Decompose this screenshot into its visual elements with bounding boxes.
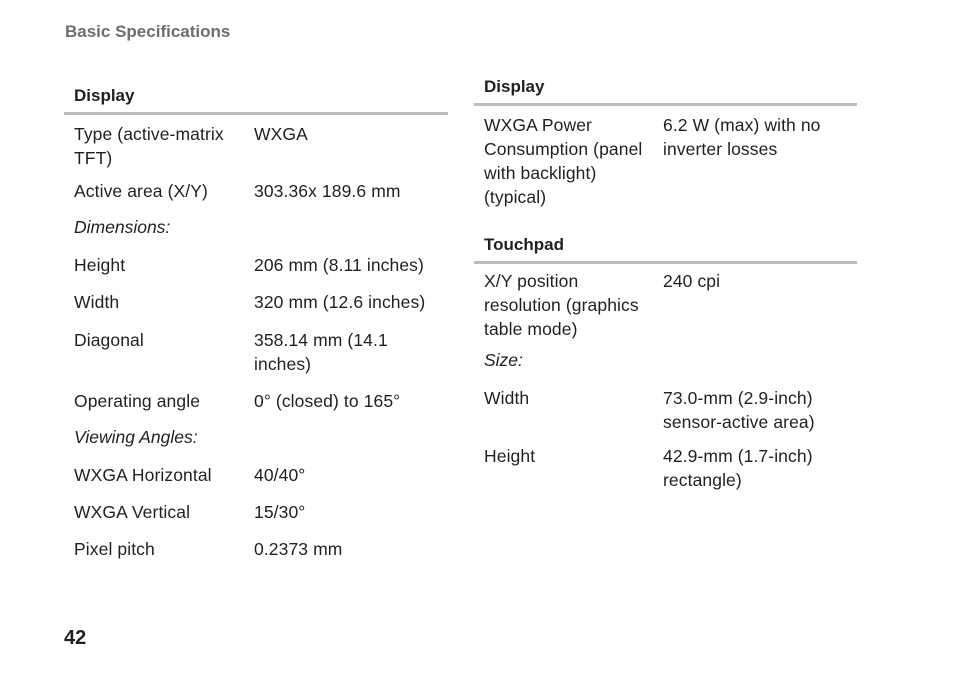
spec-row-operating-angle	[64, 389, 448, 413]
spec-label: Width	[484, 388, 530, 408]
spec-value: 320 mm (12.6 inches)	[254, 292, 426, 312]
running-head: Basic Specifications	[65, 22, 231, 41]
subheading-dimensions: Dimensions:	[74, 217, 171, 237]
spec-label: Height	[484, 446, 536, 466]
section-heading-display: Display	[474, 75, 857, 106]
spec-label: Height	[74, 255, 126, 275]
spec-row-xy-resolution	[474, 269, 857, 341]
spec-row-power-consumption	[474, 113, 857, 209]
display-touchpad-spec-table	[474, 75, 857, 492]
spec-row-wxga-horizontal	[64, 463, 448, 487]
spec-label: Type (active-matrix TFT)	[74, 124, 224, 168]
spec-label: WXGA Horizontal	[74, 465, 212, 485]
spec-row-height	[474, 444, 857, 492]
spec-row-width	[474, 386, 857, 434]
spec-value: 73.0-mm (2.9-inch) sensor-active area)	[663, 388, 815, 432]
spec-row-pixel-pitch	[64, 537, 448, 561]
spec-label: X/Y position resolution (graphics table mode)	[484, 271, 639, 339]
spec-value: 206 mm (8.11 inches)	[254, 255, 424, 275]
spec-value: 42.9-mm (1.7-inch) rectangle)	[663, 446, 813, 490]
spec-value: 303.36x 189.6 mm	[254, 181, 401, 201]
spec-label: Width	[74, 292, 120, 312]
spec-row-active-area	[64, 179, 448, 203]
page-number: 42	[64, 627, 87, 649]
subheading-size: Size:	[484, 350, 523, 370]
display-spec-table	[64, 84, 448, 561]
spec-row-diagonal	[64, 328, 448, 376]
spec-value: 15/30°	[254, 502, 306, 522]
spec-value: 6.2 W (max) with no inverter losses	[663, 115, 821, 159]
spec-value: 0.2373 mm	[254, 539, 343, 559]
spec-row-width	[64, 290, 448, 314]
subheading-viewing-angles: Viewing Angles:	[74, 427, 198, 447]
spec-value: 0° (closed) to 165°	[254, 391, 401, 411]
spec-label: WXGA Vertical	[74, 502, 191, 522]
spec-row-wxga-vertical	[64, 500, 448, 524]
spec-label: WXGA Power Consumption (panel with backlight) (typical)	[484, 115, 643, 207]
spec-value: 40/40°	[254, 465, 306, 485]
spec-label: Diagonal	[74, 330, 144, 350]
spec-row-type	[64, 122, 448, 170]
spec-value: WXGA	[254, 124, 308, 144]
section-heading-display: Display	[64, 84, 448, 115]
spec-label: Pixel pitch	[74, 539, 155, 559]
spec-row-height	[64, 253, 448, 277]
spec-value: 358.14 mm (14.1 inches)	[254, 330, 388, 374]
spec-label: Operating angle	[74, 391, 201, 411]
spec-label: Active area (X/Y)	[74, 181, 208, 201]
spec-value: 240 cpi	[663, 271, 721, 291]
section-heading-touchpad: Touchpad	[474, 233, 857, 264]
